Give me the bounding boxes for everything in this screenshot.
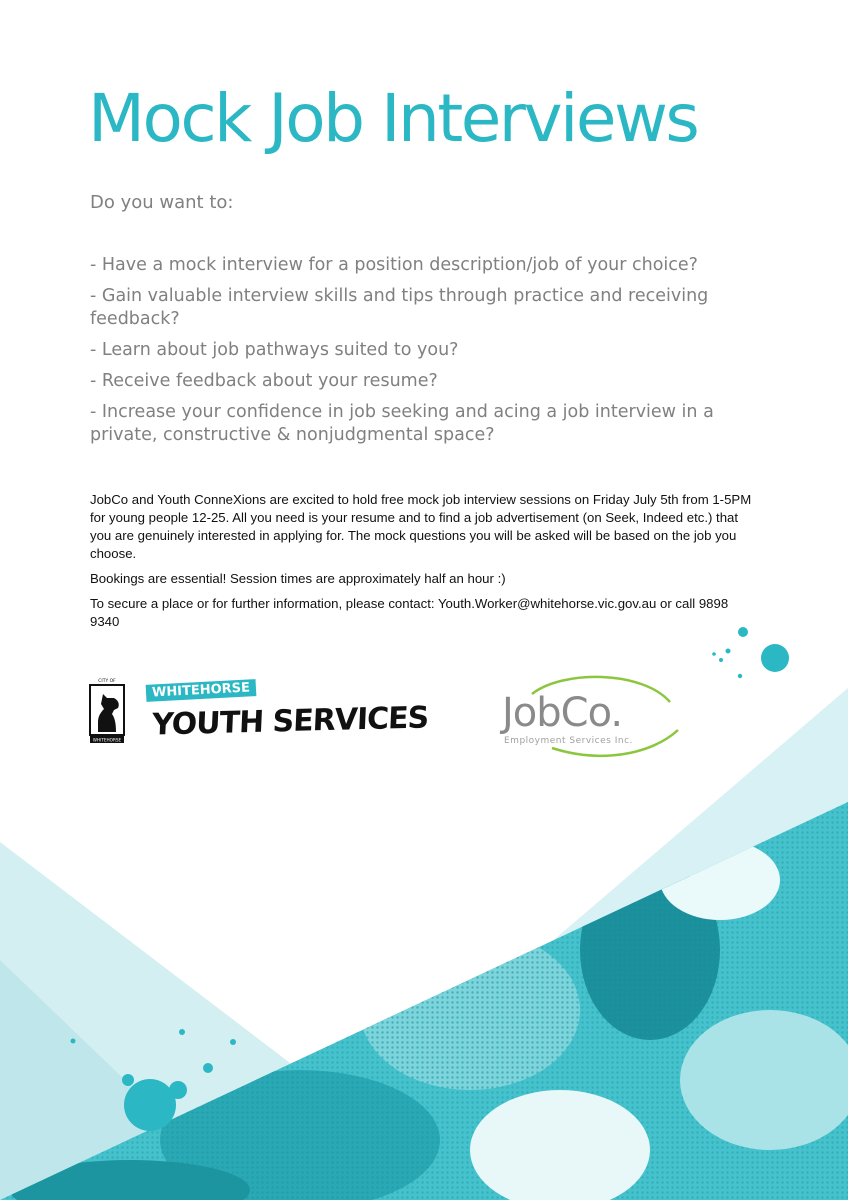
city-of-whitehorse-crest [88, 676, 126, 744]
list-item: - Gain valuable interview skills and tips through practice and receiving feedback? [90, 286, 709, 329]
list-item: - Learn about job pathways suited to you? [90, 340, 459, 360]
crest-bottom-text: WHITEHORSE [92, 737, 122, 743]
list-item: - Have a mock interview for a position description/job of your choice? [90, 255, 698, 275]
crest-top-text: CITY OF [98, 679, 116, 684]
list-item: - Increase your confidence in job seeking and acing a job interview in a private, constructive & nonjudgmental space? [90, 402, 714, 445]
page-title: Mock Job Interviews [88, 80, 698, 157]
question-list [90, 254, 770, 455]
whitehorse-badge: WHITEHORSE [146, 679, 257, 702]
details-paragraph: JobCo and Youth ConneXions are excited to hold free mock job interview sessions on Friday July 5th from 1-5PM for young people 12-25. All you need is your resume and to find a job advertisement (on Seek, Indeed etc.) that you are genuinely interested in applying for. The mock questions you will be asked will be based on the job you choose. [90, 492, 752, 561]
jobco-logo [492, 672, 692, 762]
youth-services-wordmark: YOUTH SERVICES [151, 700, 429, 743]
intro-text: Do you want to: [90, 192, 234, 213]
contact-paragraph: To secure a place or for further information, please contact: Youth.Worker@whitehorse.vic.gov.au or call 9898 9340 [90, 596, 729, 629]
event-details [90, 491, 758, 638]
jobco-wordmark: JobCo. [502, 690, 623, 736]
bookings-paragraph: Bookings are essential! Session times are approximately half an hour :) [90, 571, 506, 586]
jobco-tagline: Employment Services Inc. [504, 736, 633, 746]
list-item: - Receive feedback about your resume? [90, 371, 438, 391]
